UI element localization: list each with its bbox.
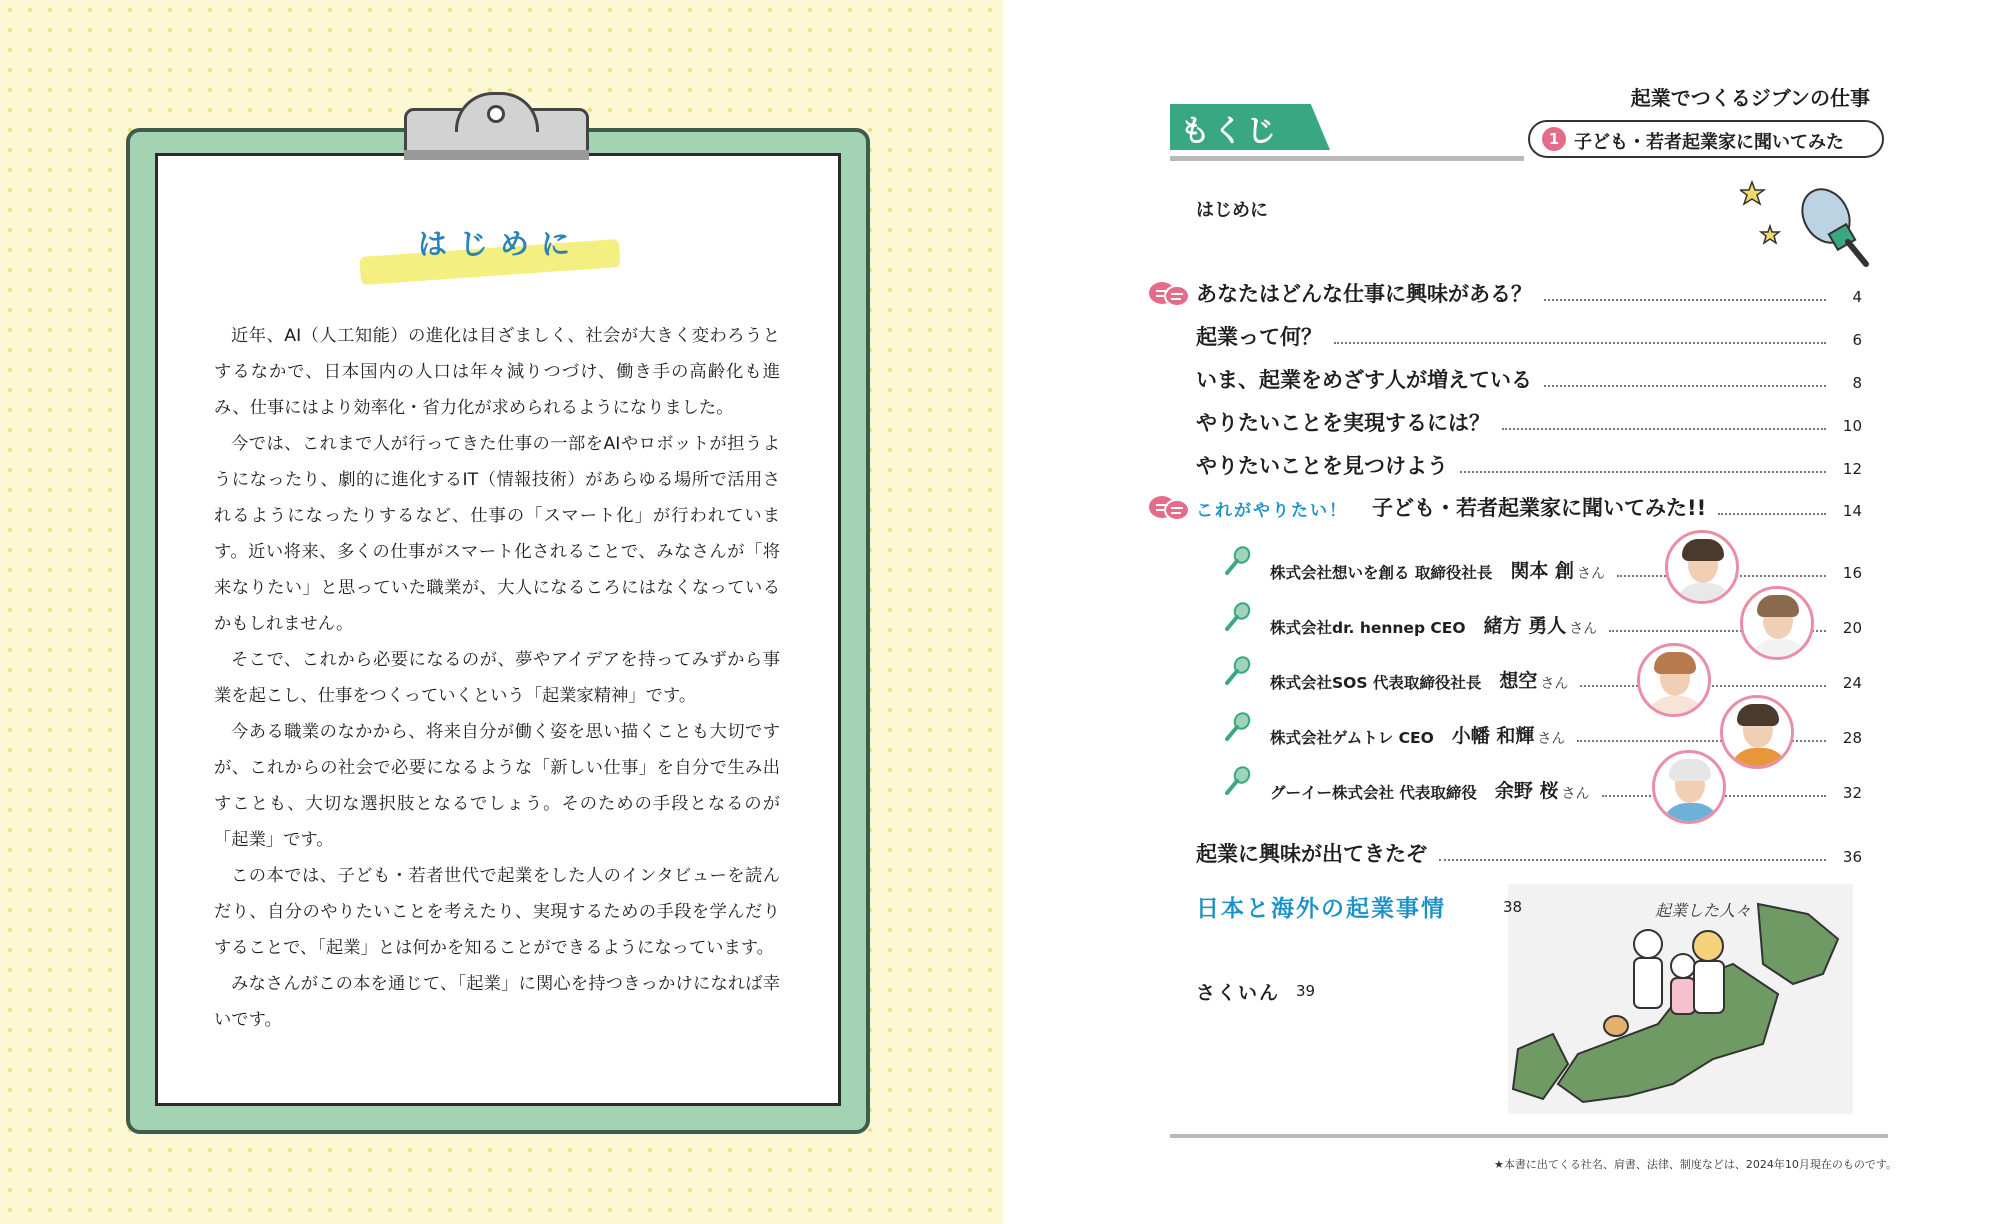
interview-section-label: 子ども・若者起業家に聞いてみた!! (1372, 496, 1707, 520)
toc-page-number: 36 (1842, 848, 1862, 866)
interview-section-highlight: これがやりたい！ (1196, 501, 1348, 521)
toc-page-number: 10 (1842, 417, 1862, 435)
interview-row[interactable] (1270, 666, 1862, 693)
interviewee-photo (1652, 750, 1726, 824)
toc-page-number: 28 (1842, 729, 1862, 747)
intro-paragraph: みなさんがこの本を通じて、「起業」に関心を持つきっかけになれば幸いです。 (214, 974, 780, 1030)
interviewee-photo (1637, 643, 1711, 717)
toc-page-number: 16 (1842, 564, 1862, 582)
interview-company: 株式会社ゲムトレ CEO (1270, 729, 1434, 747)
interview-suffix: さん (1561, 786, 1590, 802)
interview-row[interactable] (1270, 776, 1862, 803)
clipboard-clip-hole (487, 105, 505, 123)
interview-company: 株式会社dr. hennep CEO (1270, 619, 1466, 637)
footnote: ★本書に出てくる社名、肩書、法律、制度などは、2024年10月現在のものです。 (1494, 1158, 1897, 1171)
interview-name: 想空 (1499, 670, 1538, 692)
microphone-icon (1222, 656, 1252, 686)
intro-body (214, 318, 780, 1038)
toc-leader-dots (1544, 299, 1826, 301)
toc-index-label[interactable]: さくいん (1196, 982, 1281, 1004)
toc-page-number: 8 (1852, 374, 1862, 392)
interview-row[interactable] (1270, 556, 1862, 583)
toc-chapter-label: やりたいことを見つけよう (1196, 454, 1448, 478)
interview-name: 余野 桜 (1494, 780, 1559, 802)
series-volume-number: 1 (1542, 127, 1566, 151)
footer-rule (1170, 1134, 1888, 1138)
toc-page-number: 4 (1852, 288, 1862, 306)
interview-name: 小幡 和輝 (1451, 725, 1535, 747)
toc-chapter-row[interactable] (1196, 450, 1862, 480)
interview-suffix: さん (1537, 731, 1566, 747)
toc-page-number: 20 (1842, 619, 1862, 637)
toc-chapter-label: いま、起業をめざす人が増えている (1196, 368, 1532, 392)
toc-leader-dots (1334, 342, 1826, 344)
toc-heading: もくじ (1180, 114, 1279, 149)
toc-chapter-label: やりたいことを実現するには？ (1196, 411, 1490, 435)
illustration-caption: 起業した人々 (1655, 901, 1752, 920)
toc-page-number: 6 (1852, 331, 1862, 349)
toc-leader-dots (1544, 385, 1826, 387)
toc-chapter-label: あなたはどんな仕事に興味がある？ (1196, 282, 1532, 306)
speech-bubble-icon (1148, 280, 1190, 308)
interview-company: グーイー株式会社 代表取締役 (1270, 784, 1477, 802)
microphone-icon (1222, 766, 1252, 796)
intro-paragraph: この本では、子ども・若者世代で起業をした人のインタビューを読んだり、自分のやりたいことを考えたり、実現するための手段を学んだりすることで、「起業」とは何かを知ることができるようになっています。 (214, 866, 780, 958)
toc-page-number: 14 (1842, 502, 1862, 520)
toc-chapter-label: 起業って何？ (1196, 325, 1322, 349)
series-volume-title: 子ども・若者起業家に聞いてみた (1574, 132, 1844, 153)
toc-intro[interactable]: はじめに (1196, 200, 1268, 221)
toc-page-number: 12 (1842, 460, 1862, 478)
toc-leader-dots (1502, 428, 1826, 430)
toc-leader-dots (1718, 513, 1826, 515)
toc-page-number: 38 (1503, 898, 1523, 916)
intro-paragraph: 近年、AI（人工知能）の進化は目ざましく、社会が大きく変わろうとするなかで、日本国内の人口は年々減りつづけ、働き手の高齢化も進み、仕事にはより効率化・省力化が求められるようになりました。 (214, 326, 780, 418)
toc-chapter-label: 起業に興味が出てきたぞ (1196, 842, 1427, 866)
intro-paragraph: そこで、これから必要になるのが、夢やアイデアを持ってみずから事業を起こし、仕事をつくっていくという「起業家精神」です。 (214, 650, 780, 706)
toc-page-number: 39 (1296, 982, 1316, 1000)
intro-title: はじめに (417, 227, 582, 261)
interview-company: 株式会社想いを創る 取締役社長 (1270, 564, 1493, 582)
interviewee-photo (1665, 530, 1739, 604)
toc-world-label[interactable]: 日本と海外の起業事情 (1196, 896, 1446, 922)
stars-mic-icon (1740, 180, 1870, 270)
clipboard-clip-band (404, 150, 589, 160)
toc-page-number: 32 (1842, 784, 1862, 802)
toc-chapter-row[interactable] (1196, 364, 1862, 394)
toc-heading-rule (1170, 156, 1524, 161)
toc-chapter-row[interactable] (1196, 838, 1862, 868)
toc-chapter-row[interactable] (1196, 321, 1862, 351)
toc-chapter-row[interactable] (1196, 407, 1862, 437)
interview-company: 株式会社SOS 代表取締役社長 (1270, 674, 1482, 692)
toc-page-number: 24 (1842, 674, 1862, 692)
interview-section-row[interactable] (1372, 492, 1862, 522)
interview-suffix: さん (1577, 566, 1606, 582)
interviewee-photo (1720, 695, 1794, 769)
interview-suffix: さん (1569, 621, 1598, 637)
series-title: 起業でつくるジブンの仕事 (1630, 86, 1870, 110)
microphone-icon (1222, 712, 1252, 742)
microphone-icon (1222, 602, 1252, 632)
interview-name: 緒方 勇人 (1483, 615, 1567, 637)
toc-leader-dots (1439, 859, 1826, 861)
intro-paragraph: 今では、これまで人が行ってきた仕事の一部をAIやロボットが担うようになったり、劇的に進化するIT（情報技術）があらゆる場所で活用されるようになったりするなど、仕事の「スマート化」が行われています。近い将来、多くの仕事がスマート化されることで、みなさんが「将来なりたい」と思っていた職業が、大人になるころにはなくなっているかもしれません。 (214, 434, 780, 634)
toc-leader-dots (1460, 471, 1826, 473)
interview-suffix: さん (1540, 676, 1569, 692)
star-icon (1761, 226, 1779, 243)
interview-name: 関本 創 (1510, 560, 1575, 582)
star-icon (1740, 182, 1764, 204)
intro-paragraph: 今ある職業のなかから、将来自分が働く姿を思い描くことも大切ですが、これからの社会で必要になるような「新しい仕事」を自分で生み出すことも、大切な選択肢となるでしょう。そのための手段となるのが「起業」です。 (214, 722, 780, 850)
interviewee-photo (1740, 586, 1814, 660)
microphone-icon (1222, 546, 1252, 576)
toc-chapter-row[interactable] (1196, 278, 1862, 308)
speech-bubble-icon (1148, 494, 1190, 522)
